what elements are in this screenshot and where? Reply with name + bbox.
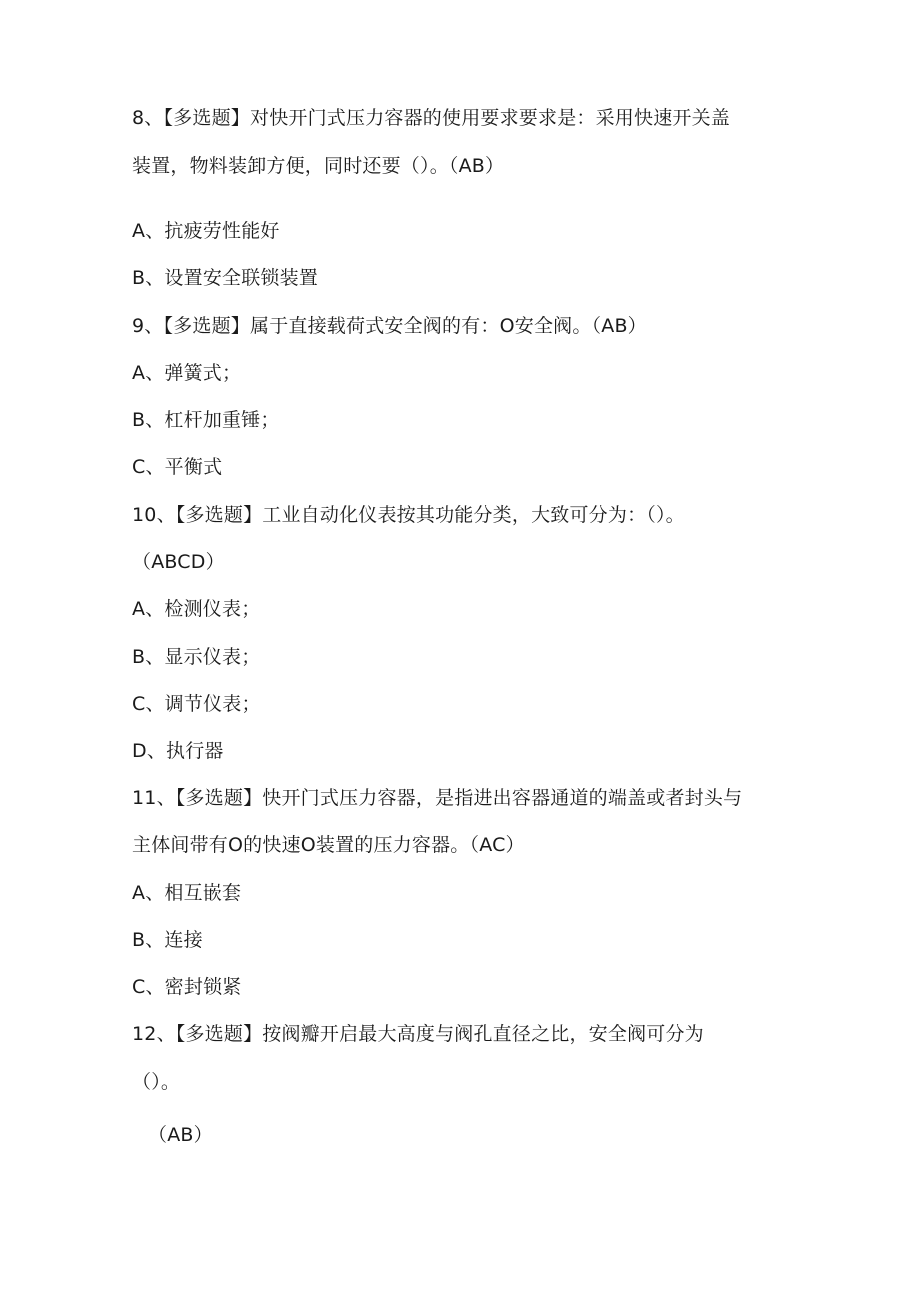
question-9-text-line1: 9、【多选题】属于直接载荷式安全阀的有：O安全阀。（AB） [132, 315, 647, 337]
question-11-option-c: C、密封锁紧 [132, 976, 242, 998]
question-8-option-b: B、设置安全联锁装置 [132, 267, 319, 289]
question-11-text-line2: 主体间带有O的快速O装置的压力容器。（AC） [132, 834, 525, 856]
question-9-option-c: C、平衡式 [132, 456, 223, 478]
question-10-option-a: A、检测仪表； [132, 598, 261, 620]
question-10-text-line1: 10、【多选题】工业自动化仪表按其功能分类，大致可分为：（）。 [132, 504, 685, 526]
question-12-text-line1: 12、【多选题】按阀瓣开启最大高度与阀孔直径之比，安全阀可分为 [132, 1023, 704, 1045]
question-11-option-a: A、相互嵌套 [132, 882, 242, 904]
question-8-text-line2: 装置，物料装卸方便，同时还要（）。（AB） [132, 155, 505, 177]
question-9-option-b: B、杠杆加重锤； [132, 409, 280, 431]
question-11-text-line1: 11、【多选题】快开门式压力容器，是指进出容器通道的端盖或者封头与 [132, 787, 743, 809]
question-10-option-c: C、调节仪表； [132, 693, 261, 715]
question-12-answer: （AB） [148, 1124, 213, 1146]
question-9-option-a: A、弹簧式； [132, 362, 242, 384]
question-8-option-a: A、抗疲劳性能好 [132, 220, 280, 242]
question-8-text-line1: 8、【多选题】对快开门式压力容器的使用要求要求是：采用快速开关盖 [132, 107, 730, 129]
question-10-option-b: B、显示仪表； [132, 646, 261, 668]
question-12-text-line2: （）。 [132, 1071, 181, 1093]
question-10-text-line2: （ABCD） [132, 551, 225, 573]
question-10-option-d: D、执行器 [132, 740, 224, 762]
question-11-option-b: B、连接 [132, 929, 203, 951]
